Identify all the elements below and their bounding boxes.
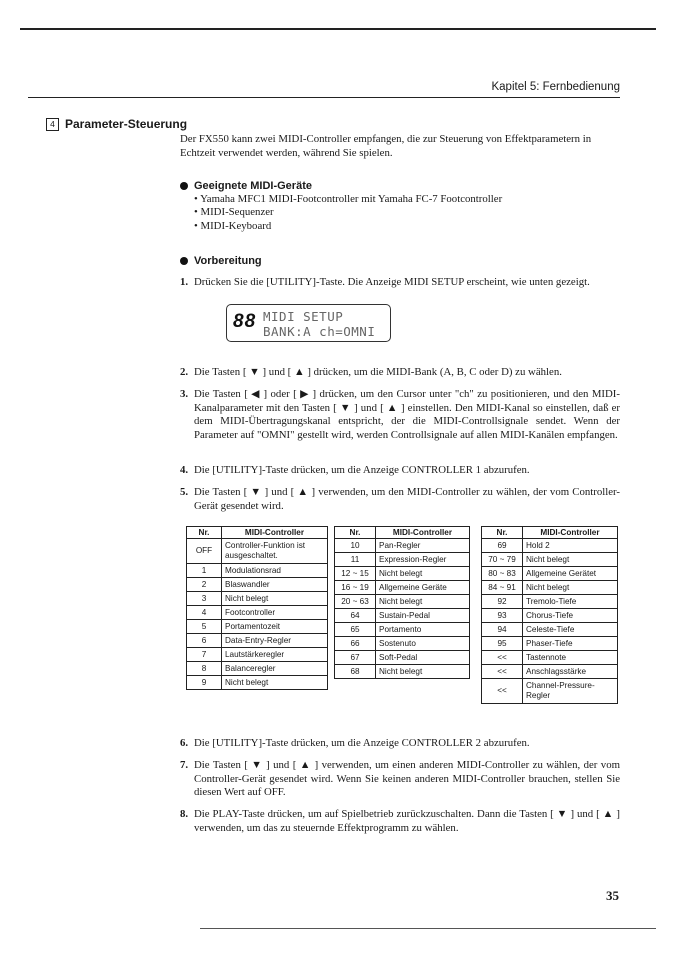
col-header-nr: Nr. — [335, 527, 376, 539]
table-row — [187, 539, 328, 564]
step-6 — [180, 737, 620, 751]
table-row — [482, 651, 618, 665]
cell-nr: 66 — [335, 637, 376, 651]
cell-controller: Balanceregler — [222, 662, 328, 676]
bullet-dot-icon — [180, 257, 188, 265]
cell-controller: Nicht belegt — [376, 665, 470, 679]
list-item: • Yamaha MFC1 MIDI-Footcontroller mit Yamaha FC-7 Footcontroller — [194, 193, 503, 205]
cell-nr: 67 — [335, 651, 376, 665]
cell-nr: 64 — [335, 609, 376, 623]
cell-nr: 95 — [482, 637, 523, 651]
cell-controller: Portamento — [376, 623, 470, 637]
cell-controller: Nicht belegt — [222, 676, 328, 690]
step-number: 4. — [180, 464, 189, 476]
prep-heading — [180, 255, 262, 267]
table-row — [482, 581, 618, 595]
cell-controller: Celeste-Tiefe — [523, 623, 618, 637]
table-row — [335, 651, 470, 665]
step-text: Die Tasten [ ▼ ] und [ ▲ ] drücken, um die MIDI-Bank (A, B, C oder D) zu wählen. — [194, 366, 562, 378]
table-row — [187, 648, 328, 662]
step-text: Die [UTILITY]-Taste drücken, um die Anzeige CONTROLLER 1 abzurufen. — [194, 464, 530, 476]
cell-controller: Nicht belegt — [376, 595, 470, 609]
controller-table-1 — [186, 526, 328, 690]
chapter-header: Kapitel 5: Fernbedienung — [491, 81, 620, 93]
cell-controller: Nicht belegt — [523, 553, 618, 567]
section-title-text: Parameter-Steuerung — [65, 117, 188, 131]
table-row — [335, 609, 470, 623]
cell-controller: Anschlagsstärke — [523, 665, 618, 679]
cell-nr: 92 — [482, 595, 523, 609]
col-header-nr: Nr. — [187, 527, 222, 539]
col-header-nr: Nr. — [482, 527, 523, 539]
cell-controller: Nicht belegt — [222, 592, 328, 606]
cell-controller: Soft-Pedal — [376, 651, 470, 665]
table-row — [335, 595, 470, 609]
cell-nr: 65 — [335, 623, 376, 637]
table-row — [187, 564, 328, 578]
table-row — [187, 676, 328, 690]
cell-nr: 11 — [335, 553, 376, 567]
cell-controller: Nicht belegt — [376, 567, 470, 581]
step-4 — [180, 464, 620, 478]
cell-nr: 93 — [482, 609, 523, 623]
cell-nr: << — [482, 651, 523, 665]
cell-controller: Tremolo-Tiefe — [523, 595, 618, 609]
table-row — [335, 581, 470, 595]
step-text: Die PLAY-Taste drücken, um auf Spielbetrieb zurückzuschalten. Dann die Tasten [ ▼ ] und [ ▲ ] verwenden, um das zu steuernde Effektprogramm zu wählen. — [194, 808, 620, 834]
cell-nr: 16 ~ 19 — [335, 581, 376, 595]
cell-controller: Data-Entry-Regler — [222, 634, 328, 648]
cell-nr: 94 — [482, 623, 523, 637]
cell-controller: Expression-Regler — [376, 553, 470, 567]
cell-nr: 1 — [187, 564, 222, 578]
cell-nr: 68 — [335, 665, 376, 679]
step-text: Die Tasten [ ▼ ] und [ ▲ ] verwenden, um den MIDI-Controller zu wählen, der vom Controller-Gerät gesendet wird. — [194, 486, 620, 512]
cell-nr: 5 — [187, 620, 222, 634]
step-7 — [180, 759, 620, 800]
table-row — [335, 539, 470, 553]
table-row — [335, 553, 470, 567]
list-item: • MIDI-Keyboard — [194, 219, 272, 232]
step-number: 3. — [180, 388, 189, 400]
cell-nr: 12 ~ 15 — [335, 567, 376, 581]
step-3 — [180, 388, 620, 442]
cell-nr: OFF — [187, 539, 222, 564]
table-row — [482, 595, 618, 609]
cell-controller: Phaser-Tiefe — [523, 637, 618, 651]
cell-nr: 3 — [187, 592, 222, 606]
prep-heading-text: Vorbereitung — [194, 255, 262, 267]
top-rule — [20, 28, 656, 30]
table-row — [187, 620, 328, 634]
table-row — [482, 553, 618, 567]
table-row — [482, 623, 618, 637]
step-text: Die Tasten [ ▼ ] und [ ▲ ] verwenden, um einen anderen MIDI-Controller zu wählen, der vom Controller-Gerät gesendet wird. Wenn Sie keinen anderen MIDI-Controller brauchen, stellen Sie diesen Wert auf OFF. — [194, 759, 620, 799]
lcd-line-2: BANK:A ch=OMNI — [263, 324, 376, 339]
table-row — [482, 539, 618, 553]
cell-controller: Lautstärkeregler — [222, 648, 328, 662]
cell-nr: 8 — [187, 662, 222, 676]
lcd-line-1: MIDI SETUP — [263, 309, 344, 324]
lcd-display — [226, 304, 391, 342]
cell-nr: 7 — [187, 648, 222, 662]
devices-heading-text: Geeignete MIDI-Geräte — [194, 180, 312, 192]
cell-nr: 10 — [335, 539, 376, 553]
cell-controller: Chorus-Tiefe — [523, 609, 618, 623]
cell-controller: Tastennote — [523, 651, 618, 665]
table-row — [335, 637, 470, 651]
table-row — [482, 637, 618, 651]
lcd-digits: 88 — [233, 311, 257, 332]
step-8 — [180, 808, 620, 835]
step-number: 6. — [180, 737, 189, 749]
cell-controller: Sostenuto — [376, 637, 470, 651]
cell-controller: Nicht belegt — [523, 581, 618, 595]
table-row — [335, 623, 470, 637]
section-title — [46, 117, 187, 131]
step-text: Die Tasten [ ◀ ] oder [ ▶ ] drücken, um den Cursor unter "ch" zu positionieren, und den MIDI-Kanalparameter mit den Tasten [ ▼ ] und [ ▲ ] einstellen. Den MIDI-Kanal so einstellen, daß er dem MIDI-Übertragungskanal entspricht, der die MIDI-Controllsignale sendet. Wenn der Parameter auf "OMNI" gestellt wird, werden Controllsignale auf allen MIDI-Kanälen empfangen. — [194, 388, 620, 441]
step-text: Drücken Sie die [UTILITY]-Taste. Die Anzeige MIDI SETUP erscheint, wie unten gezeigt. — [194, 276, 590, 288]
header-rule — [28, 97, 620, 98]
cell-controller: Controller-Funktion ist ausgeschaltet. — [222, 539, 328, 564]
controller-table-3 — [481, 526, 618, 704]
table-row — [482, 665, 618, 679]
devices-heading — [180, 180, 312, 192]
table-row — [187, 662, 328, 676]
col-header-controller: MIDI-Controller — [523, 527, 618, 539]
table-row — [335, 567, 470, 581]
section-number: 4 — [46, 118, 59, 131]
cell-nr: 2 — [187, 578, 222, 592]
table-row — [187, 592, 328, 606]
page-number: 35 — [606, 888, 619, 903]
cell-controller: Blaswandler — [222, 578, 328, 592]
table-row — [187, 634, 328, 648]
col-header-controller: MIDI-Controller — [222, 527, 328, 539]
devices-list — [194, 193, 502, 233]
cell-controller: Modulationsrad — [222, 564, 328, 578]
step-number: 7. — [180, 759, 189, 771]
controller-table-2 — [334, 526, 470, 679]
table-row — [482, 679, 618, 704]
cell-nr: 4 — [187, 606, 222, 620]
step-number: 2. — [180, 366, 189, 378]
cell-controller: Allgemeine Gerätet — [523, 567, 618, 581]
list-item: • MIDI-Sequenzer — [194, 206, 274, 219]
cell-controller: Footcontroller — [222, 606, 328, 620]
step-text: Die [UTILITY]-Taste drücken, um die Anzeige CONTROLLER 2 abzurufen. — [194, 737, 530, 749]
cell-nr: << — [482, 679, 523, 704]
bullet-dot-icon — [180, 182, 188, 190]
step-number: 5. — [180, 486, 189, 498]
cell-nr: 9 — [187, 676, 222, 690]
col-header-controller: MIDI-Controller — [376, 527, 470, 539]
intro-paragraph: Der FX550 kann zwei MIDI-Controller empfangen, die zur Steuerung von Effektparametern in Echtzeit verwendet werden, während Sie spielen. — [180, 133, 592, 159]
table-row — [187, 606, 328, 620]
step-number: 8. — [180, 808, 189, 820]
table-row — [335, 665, 470, 679]
cell-nr: 6 — [187, 634, 222, 648]
cell-nr: << — [482, 665, 523, 679]
cell-nr: 80 ~ 83 — [482, 567, 523, 581]
step-5 — [180, 486, 620, 513]
cell-controller: Portamentozeit — [222, 620, 328, 634]
table-row — [482, 567, 618, 581]
step-2 — [180, 366, 620, 380]
step-1 — [180, 276, 620, 290]
cell-controller: Channel-Pressure-Regler — [523, 679, 618, 704]
step-number: 1. — [180, 276, 189, 288]
cell-nr: 70 ~ 79 — [482, 553, 523, 567]
table-row — [482, 609, 618, 623]
cell-controller: Pan-Regler — [376, 539, 470, 553]
bottom-rule — [200, 928, 656, 929]
cell-nr: 84 ~ 91 — [482, 581, 523, 595]
cell-nr: 20 ~ 63 — [335, 595, 376, 609]
table-row — [187, 578, 328, 592]
cell-nr: 69 — [482, 539, 523, 553]
cell-controller: Sustain-Pedal — [376, 609, 470, 623]
cell-controller: Hold 2 — [523, 539, 618, 553]
cell-controller: Allgemeine Geräte — [376, 581, 470, 595]
